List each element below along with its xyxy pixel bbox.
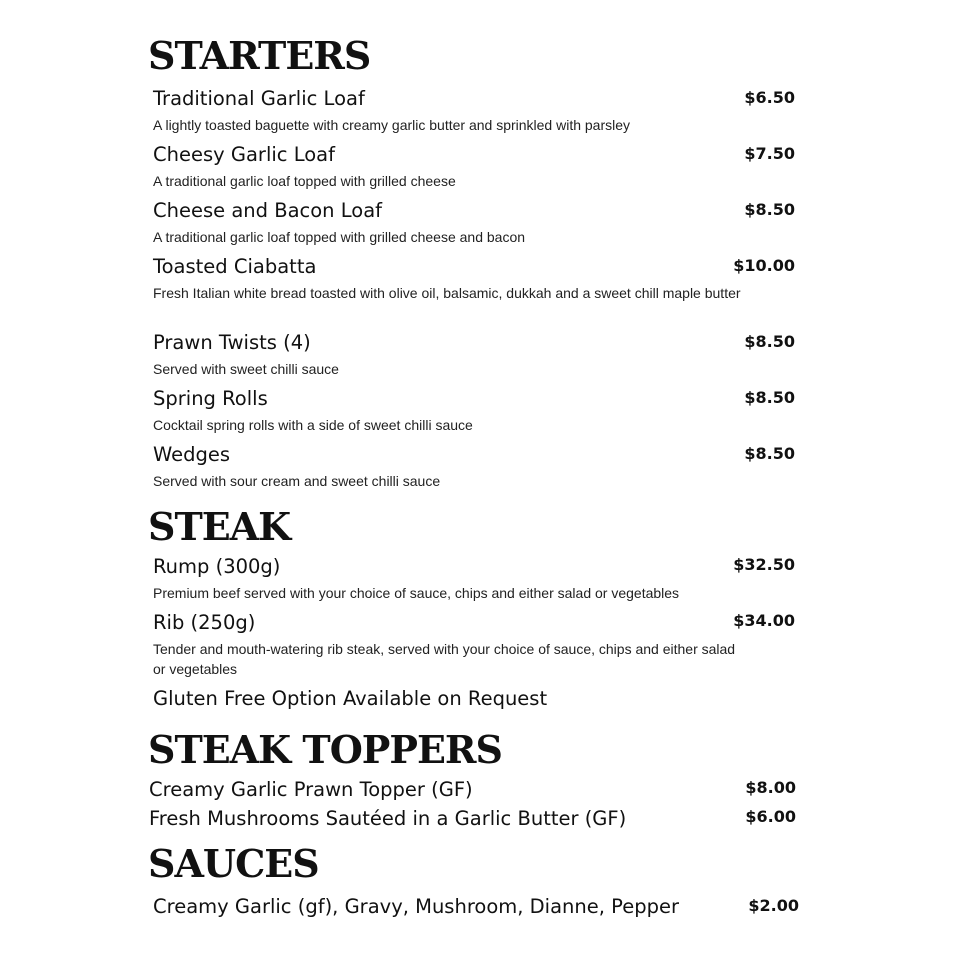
menu-item-price: $10.00 xyxy=(733,256,795,275)
menu-item-description: A lightly toasted baguette with creamy garlic butter and sprinkled with parsley xyxy=(153,117,631,133)
topper-item-price: $8.00 xyxy=(745,778,796,797)
menu-item-description: Premium beef served with your choice of sauce, chips and either salad or vegetables xyxy=(153,585,680,601)
topper-item-price: $6.00 xyxy=(745,807,796,826)
menu-item-description: Served with sweet chilli sauce xyxy=(153,361,339,377)
menu-item-price: $8.50 xyxy=(744,444,795,463)
menu-item-name: Cheesy Garlic Loaf xyxy=(153,143,335,166)
steak-heading: STEAK xyxy=(148,504,291,549)
menu-item-price: $8.50 xyxy=(744,200,795,219)
gluten-free-note: Gluten Free Option Available on Request xyxy=(153,687,548,710)
sauces-price: $2.00 xyxy=(748,896,799,915)
menu-item-description: Fresh Italian white bread toasted with olive oil, balsamic, dukkah and a sweet chill maple butter xyxy=(153,285,741,301)
menu-item-name: Rump (300g) xyxy=(153,555,281,578)
menu-item-price: $8.50 xyxy=(744,332,795,351)
menu-item-description: Tender and mouth-watering rib steak, served with your choice of sauce, chips and either salad or vegetables xyxy=(153,641,736,677)
menu-item-price: $34.00 xyxy=(733,611,795,630)
topper-item-name: Fresh Mushrooms Sautéed in a Garlic Butter (GF) xyxy=(149,807,627,830)
menu-item-description: A traditional garlic loaf topped with grilled cheese and bacon xyxy=(153,229,526,245)
menu-item-price: $7.50 xyxy=(744,144,795,163)
steak-toppers-heading: STEAK TOPPERS xyxy=(148,727,502,772)
menu-item-name: Toasted Ciabatta xyxy=(153,255,317,278)
menu-item-description: Served with sour cream and sweet chilli sauce xyxy=(153,473,441,489)
menu-item-name: Prawn Twists (4) xyxy=(153,331,311,354)
menu-item-description: A traditional garlic loaf topped with grilled cheese xyxy=(153,173,456,189)
menu-item-description: Cocktail spring rolls with a side of sweet chilli sauce xyxy=(153,417,473,433)
menu-item-name: Cheese and Bacon Loaf xyxy=(153,199,383,222)
sauces-heading: SAUCES xyxy=(148,841,319,886)
menu-item-name: Traditional Garlic Loaf xyxy=(153,87,365,110)
menu-item-name: Wedges xyxy=(153,443,231,466)
sauces-list: Creamy Garlic (gf), Gravy, Mushroom, Dianne, Pepper xyxy=(153,895,679,918)
menu-item-name: Spring Rolls xyxy=(153,387,268,410)
menu-item-price: $32.50 xyxy=(733,555,795,574)
starters-heading: STARTERS xyxy=(148,33,371,78)
topper-item-name: Creamy Garlic Prawn Topper (GF) xyxy=(149,778,473,801)
menu-item-price: $6.50 xyxy=(744,88,795,107)
menu-item-name: Rib (250g) xyxy=(153,611,256,634)
menu-item-price: $8.50 xyxy=(744,388,795,407)
